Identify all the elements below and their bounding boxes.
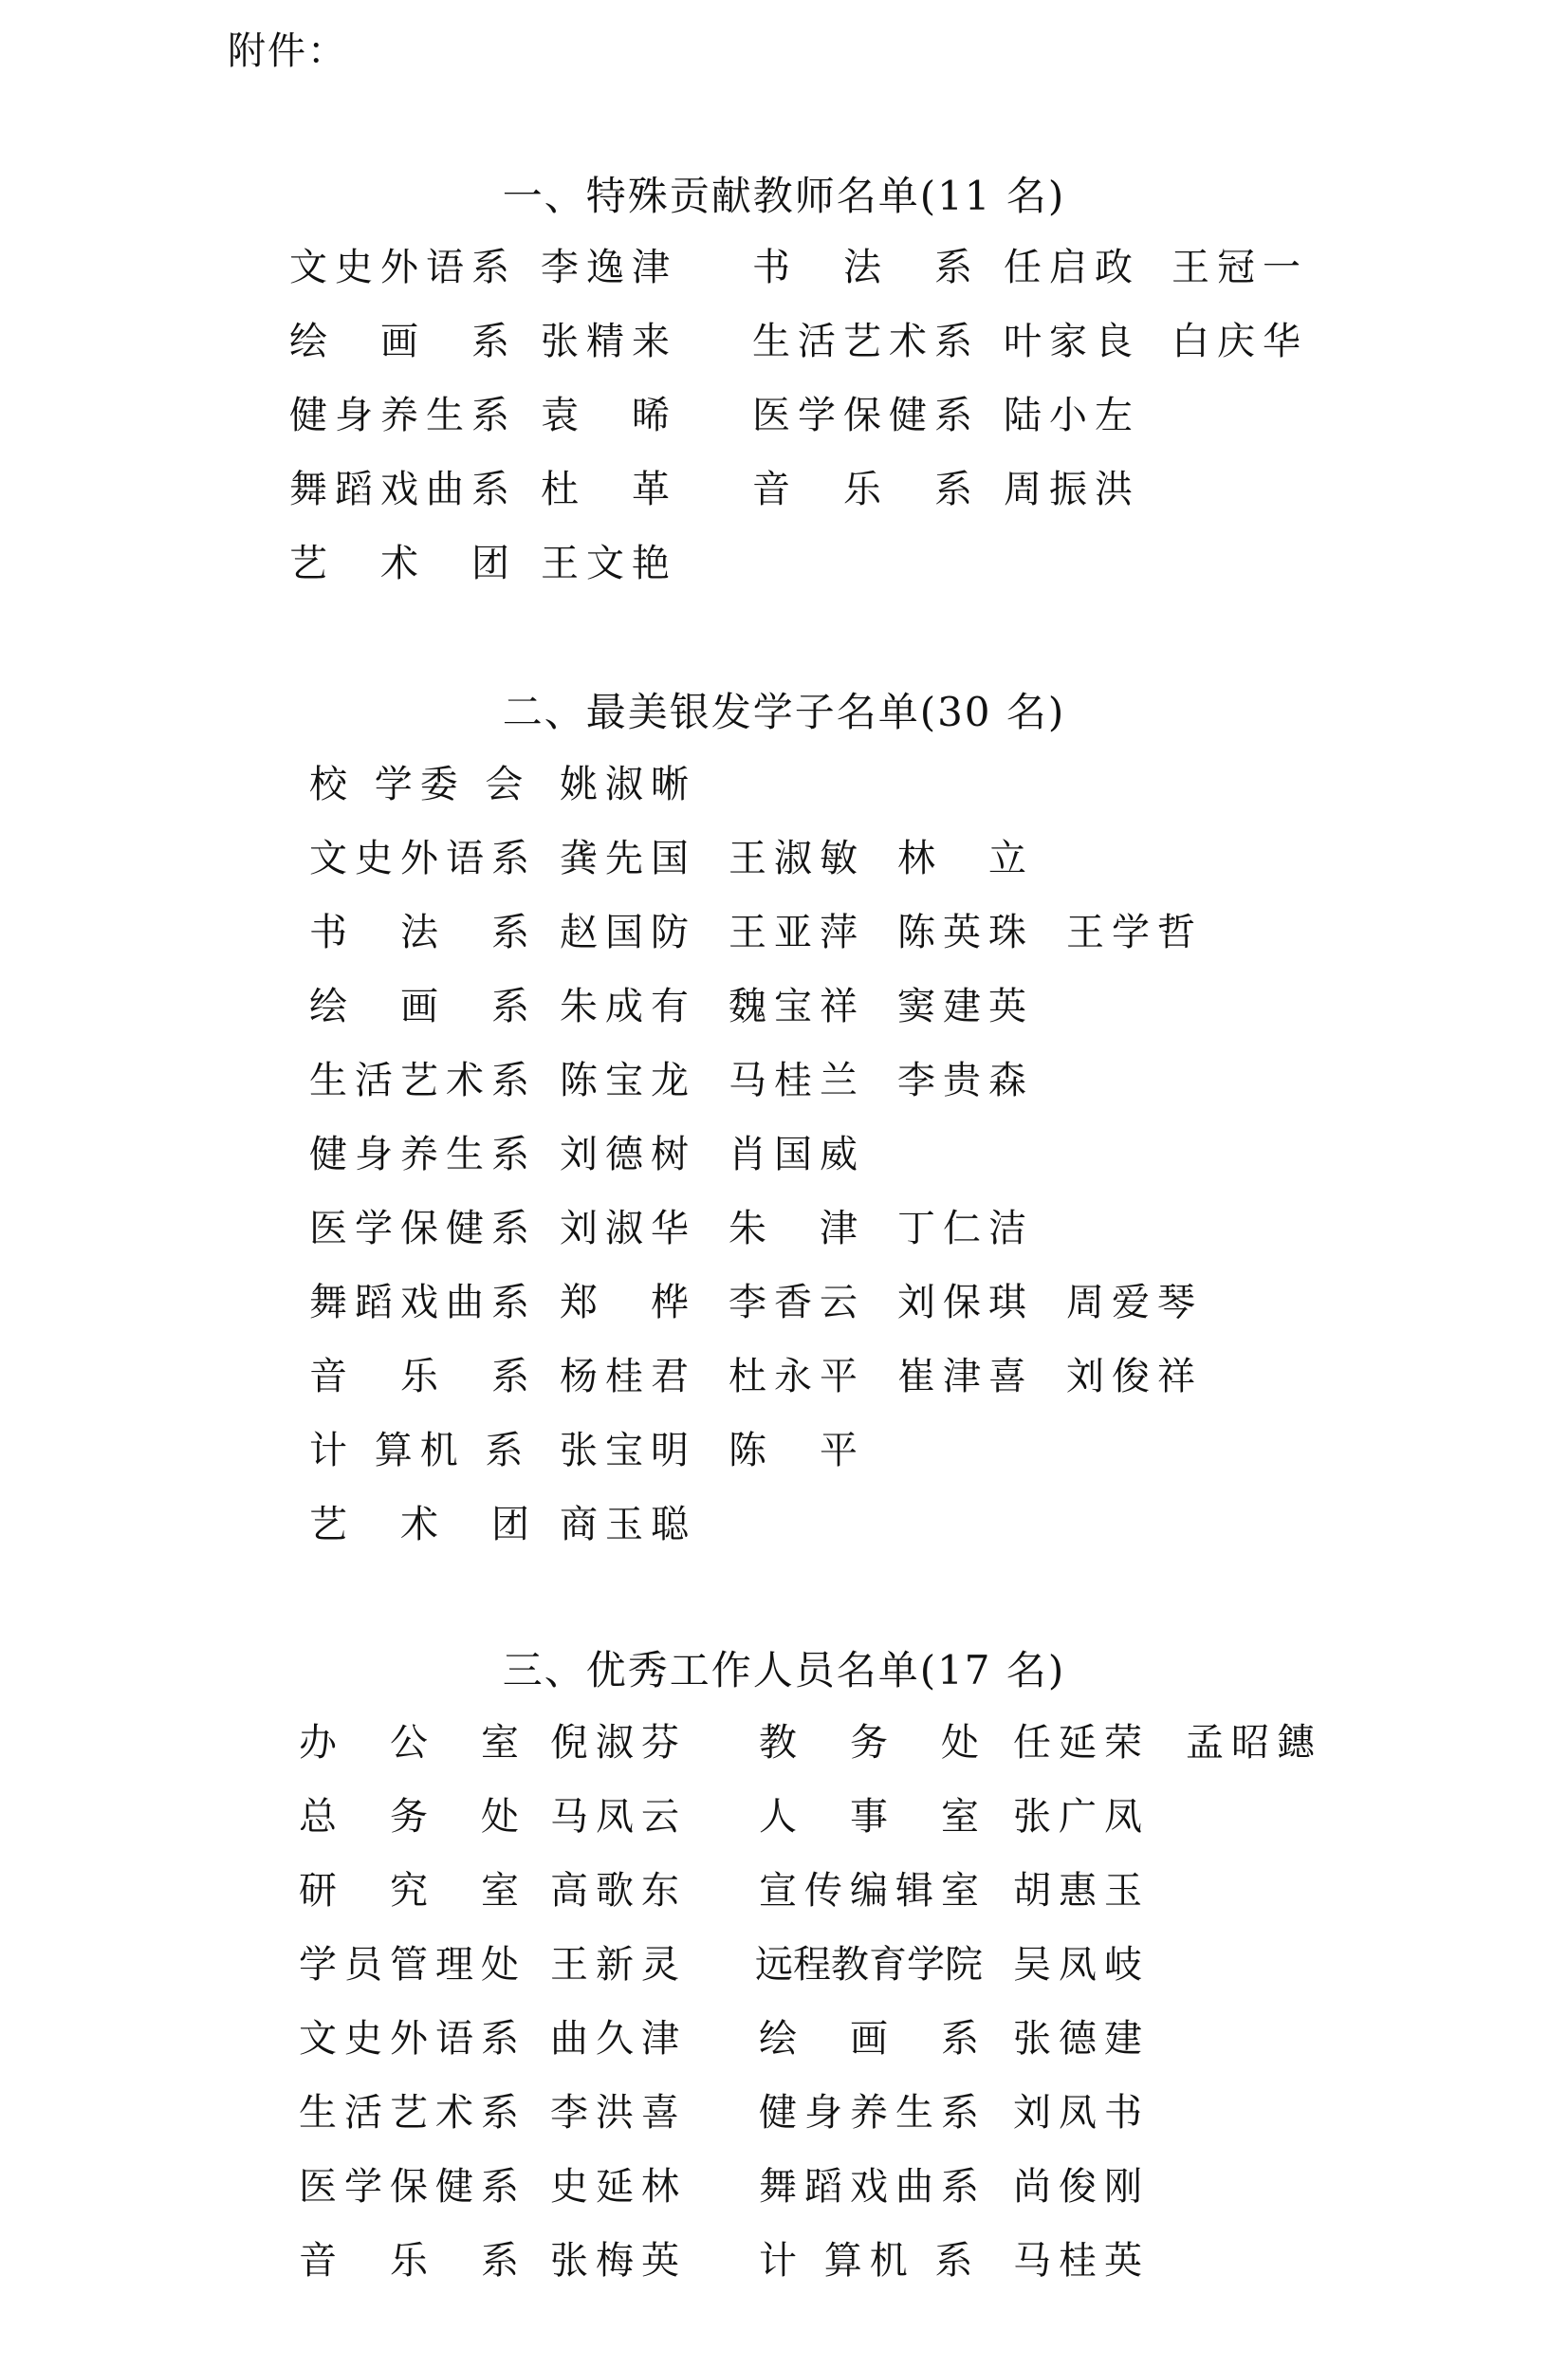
person-name: 曲久津 bbox=[550, 2017, 687, 2061]
person-name: 李贵森 bbox=[897, 1059, 1034, 1102]
department-name: 办 公 室 bbox=[299, 1721, 526, 1765]
person-name: 张宝明 bbox=[560, 1429, 696, 1472]
person-name: 高歌东 bbox=[550, 1869, 687, 1913]
person-name: 陆小左 bbox=[1004, 394, 1140, 437]
person-name: 窦建英 bbox=[897, 985, 1034, 1028]
person-name: 袁 晞 bbox=[541, 394, 677, 437]
department-name: 总 务 处 bbox=[299, 1795, 526, 1839]
person-name: 叶家良 bbox=[1004, 320, 1140, 363]
person-name: 杜永平 bbox=[729, 1355, 865, 1398]
person-name: 商玉聪 bbox=[560, 1503, 696, 1546]
department-name: 教 务 处 bbox=[759, 1721, 987, 1765]
department-name: 音 乐 系 bbox=[752, 468, 980, 511]
department-name: 健身养生系 bbox=[309, 1133, 537, 1176]
department-name: 生活艺术系 bbox=[309, 1059, 537, 1102]
department-name: 绘 画 系 bbox=[289, 320, 517, 363]
person-name: 周振洪 bbox=[1004, 468, 1140, 511]
department-name: 计 算机 系 bbox=[759, 2239, 981, 2283]
department-name: 校 学委 会 bbox=[309, 763, 531, 806]
person-name: 姚淑晰 bbox=[560, 763, 696, 806]
department-name: 远程教育学院 bbox=[755, 1943, 983, 1987]
department-name: 绘 画 系 bbox=[759, 2017, 987, 2061]
person-name: 魏宝祥 bbox=[729, 985, 865, 1028]
person-name: 倪淑芬 bbox=[550, 1721, 687, 1765]
person-name: 陈 平 bbox=[729, 1429, 865, 1472]
person-name: 马桂英 bbox=[1013, 2239, 1150, 2283]
person-name: 刘俊祥 bbox=[1066, 1355, 1203, 1398]
person-name: 王冠一 bbox=[1171, 246, 1308, 289]
person-name: 林 立 bbox=[897, 837, 1034, 880]
department-name: 学员管理处 bbox=[299, 1943, 526, 1987]
person-name: 王新灵 bbox=[550, 1943, 687, 1987]
section-title-excellent-staff: 三、优秀工作人员名单(17 名) bbox=[502, 1647, 1066, 1693]
person-name: 刘淑华 bbox=[560, 1207, 696, 1250]
department-name: 研 究 室 bbox=[299, 1869, 526, 1913]
department-name: 绘 画 系 bbox=[309, 985, 537, 1028]
person-name: 张精来 bbox=[541, 320, 677, 363]
department-name: 计 算机 系 bbox=[309, 1429, 531, 1472]
person-name: 杨桂君 bbox=[560, 1355, 696, 1398]
person-name: 王亚萍 bbox=[729, 911, 865, 954]
person-name: 赵国防 bbox=[560, 911, 696, 954]
person-name: 马桂兰 bbox=[729, 1059, 865, 1102]
person-name: 王淑敏 bbox=[729, 837, 865, 880]
department-name: 生活艺术系 bbox=[752, 320, 980, 363]
person-name: 吴凤岐 bbox=[1013, 1943, 1150, 1987]
person-name: 王文艳 bbox=[541, 542, 677, 585]
person-name: 李洪喜 bbox=[550, 2091, 687, 2135]
person-name: 陈英珠 bbox=[897, 911, 1034, 954]
department-name: 医学保健系 bbox=[752, 394, 980, 437]
person-name: 郑 桦 bbox=[560, 1281, 696, 1324]
person-name: 王学哲 bbox=[1066, 911, 1203, 954]
department-name: 舞蹈戏曲系 bbox=[759, 2165, 987, 2209]
person-name: 周爱琴 bbox=[1066, 1281, 1203, 1324]
person-name: 刘保琪 bbox=[897, 1281, 1034, 1324]
department-name: 医学保健系 bbox=[309, 1207, 537, 1250]
department-name: 文史外语系 bbox=[299, 2017, 526, 2061]
person-name: 胡惠玉 bbox=[1013, 1869, 1150, 1913]
department-name: 舞蹈戏曲系 bbox=[289, 468, 517, 511]
person-name: 张梅英 bbox=[550, 2239, 687, 2283]
person-name: 朱 津 bbox=[729, 1207, 865, 1250]
section-title-special-contribution: 一、特殊贡献教师名单(11 名) bbox=[502, 173, 1066, 219]
person-name: 杜 革 bbox=[541, 468, 677, 511]
person-name: 朱成有 bbox=[560, 985, 696, 1028]
department-name: 医学保健系 bbox=[299, 2165, 526, 2209]
department-name: 健身养生系 bbox=[759, 2091, 987, 2135]
department-name: 宣传编辑室 bbox=[759, 1869, 987, 1913]
person-name: 张广凤 bbox=[1013, 1795, 1150, 1839]
department-name: 音 乐 系 bbox=[309, 1355, 537, 1398]
department-name: 书 法 系 bbox=[309, 911, 537, 954]
department-name: 人 事 室 bbox=[759, 1795, 987, 1839]
person-name: 丁仁洁 bbox=[897, 1207, 1034, 1250]
department-name: 书 法 系 bbox=[752, 246, 980, 289]
department-name: 音 乐 系 bbox=[299, 2239, 526, 2283]
department-name: 生活艺术系 bbox=[299, 2091, 526, 2135]
section-title-silver-students: 二、最美银发学子名单(30 名) bbox=[502, 689, 1066, 735]
person-name: 史延林 bbox=[550, 2165, 687, 2209]
person-name: 李逸津 bbox=[541, 246, 677, 289]
department-name: 文史外语系 bbox=[289, 246, 517, 289]
department-name: 舞蹈戏曲系 bbox=[309, 1281, 537, 1324]
person-name: 孟昭鏸 bbox=[1186, 1721, 1322, 1765]
person-name: 陈宝龙 bbox=[560, 1059, 696, 1102]
department-name: 艺 术 团 bbox=[289, 542, 517, 585]
department-name: 健身养生系 bbox=[289, 394, 517, 437]
person-name: 张德建 bbox=[1013, 2017, 1150, 2061]
person-name: 任启政 bbox=[1004, 246, 1140, 289]
department-name: 艺 术 团 bbox=[309, 1503, 537, 1546]
person-name: 崔津喜 bbox=[897, 1355, 1034, 1398]
annex-label: 附件： bbox=[228, 29, 347, 73]
person-name: 刘德树 bbox=[560, 1133, 696, 1176]
department-name: 文史外语系 bbox=[309, 837, 537, 880]
person-name: 白庆华 bbox=[1171, 320, 1308, 363]
person-name: 马凤云 bbox=[550, 1795, 687, 1839]
person-name: 李香云 bbox=[729, 1281, 865, 1324]
person-name: 肖国威 bbox=[729, 1133, 865, 1176]
person-name: 尚俊刚 bbox=[1013, 2165, 1150, 2209]
person-name: 刘凤书 bbox=[1013, 2091, 1150, 2135]
person-name: 龚先国 bbox=[560, 837, 696, 880]
person-name: 任延荣 bbox=[1013, 1721, 1150, 1765]
